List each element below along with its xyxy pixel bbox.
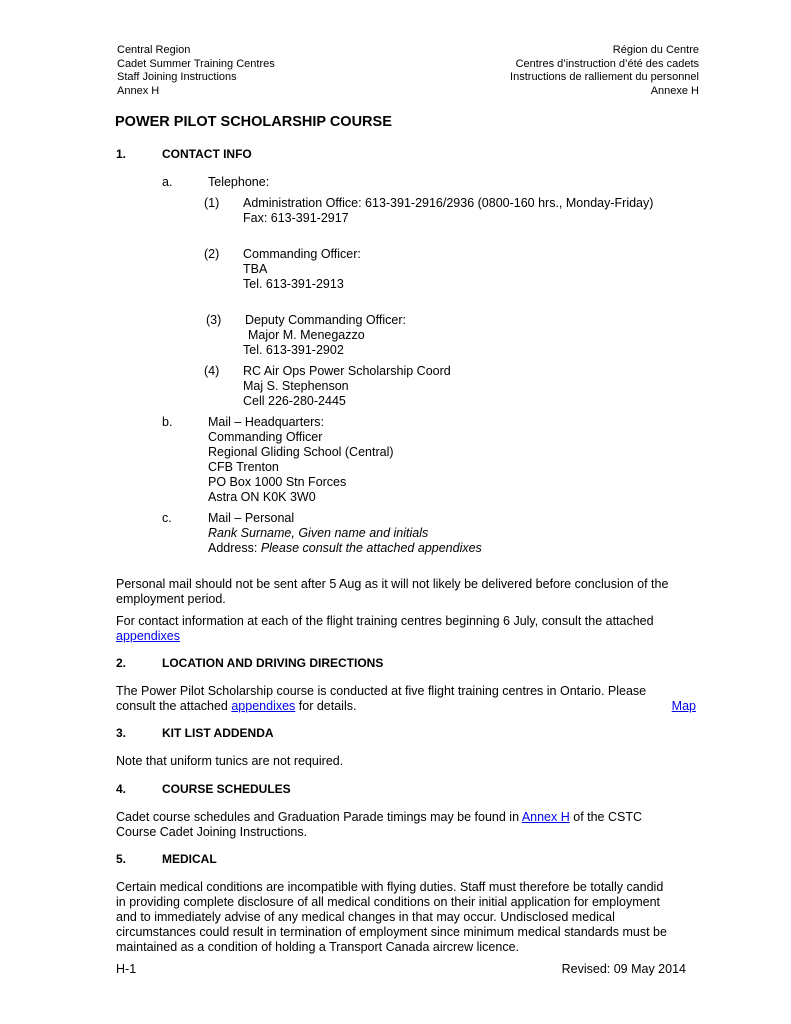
paragraph-line: For contact information at each of the flight training centres beginning 6 July, consult the attached	[116, 614, 654, 628]
paragraph-line: in providing complete disclosure of all medical conditions on their initial application for employment	[116, 895, 661, 909]
header-right	[510, 44, 699, 98]
section-heading-course-schedules: COURSE SCHEDULES	[162, 782, 291, 796]
paragraph-line: Personal mail should not be sent after 5 Aug as it will not likely be delivered before conclusion of the	[116, 577, 669, 591]
telephone-heading: Telephone:	[208, 175, 270, 189]
page-number: H-1	[116, 962, 137, 976]
medical-paragraph	[116, 880, 696, 955]
phone-item-number: (2)	[204, 247, 220, 261]
page-title: POWER PILOT SCHOLARSHIP COURSE	[115, 114, 392, 130]
mail-personal-format: Rank Surname, Given name and initials	[208, 526, 429, 540]
contact-info-note	[116, 614, 696, 644]
address-line: Commanding Officer	[208, 430, 323, 444]
mail-headquarters-address	[208, 415, 394, 505]
phone-item-line: Tel. 613-391-2902	[243, 343, 344, 357]
header-left	[117, 44, 275, 98]
text-fragment: Cadet course schedules and Graduation Parade timings may be found in	[116, 810, 522, 824]
phone-item-line: TBA	[243, 262, 268, 276]
item-label-a: a.	[162, 175, 173, 189]
section-number: 3.	[116, 726, 127, 740]
section-heading-location: LOCATION AND DRIVING DIRECTIONS	[162, 656, 384, 670]
phone-item-air-ops-coord	[243, 364, 451, 409]
header-right-line: Région du Centre	[612, 44, 699, 56]
annex-h-link[interactable]: Annex H	[521, 810, 570, 824]
appendixes-link[interactable]: appendixes	[231, 699, 296, 713]
paragraph-line: The Power Pilot Scholarship course is conducted at five flight training centres in Ontario. Please	[116, 684, 647, 698]
text-fragment: consult the attached	[116, 699, 232, 713]
header-left-line: Staff Joining Instructions	[117, 71, 237, 84]
personal-mail-note	[116, 577, 696, 607]
paragraph-line: employment period.	[116, 592, 226, 606]
paragraph-line: Certain medical conditions are incompatible with flying duties. Staff must therefore be totally candid	[116, 880, 664, 894]
kit-note: Note that uniform tunics are not required.	[116, 754, 344, 768]
paragraph-line: Course Cadet Joining Instructions.	[116, 825, 308, 839]
map-link[interactable]: Map	[671, 699, 696, 713]
paragraph-line	[116, 699, 696, 714]
address-line: Mail – Headquarters:	[208, 415, 325, 429]
phone-item-line: Maj S. Stephenson	[243, 379, 349, 393]
phone-item-deputy-commanding-officer	[243, 313, 406, 358]
phone-item-line: RC Air Ops Power Scholarship Coord	[243, 364, 451, 378]
text-fragment: of the CSTC	[569, 810, 643, 824]
phone-item-line: Major M. Menegazzo	[248, 328, 365, 342]
phone-item-number: (4)	[204, 364, 220, 378]
item-label-b: b.	[162, 415, 173, 429]
appendixes-link[interactable]: appendixes	[116, 629, 180, 643]
header-right-line: Centres d’instruction d’été des cadets	[515, 57, 699, 70]
phone-item-commanding-officer	[243, 247, 361, 292]
phone-item-number: (1)	[204, 196, 220, 210]
phone-item-line: Commanding Officer:	[243, 247, 361, 261]
paragraph-line: circumstances could result in termination of employment since minimum medical standards must be	[116, 925, 667, 939]
phone-item-line: Cell 226-280-2445	[243, 394, 346, 408]
header-left-line: Annex H	[117, 84, 160, 97]
text-fragment: for details.	[295, 699, 357, 713]
phone-item-number: (3)	[206, 313, 222, 327]
address-line: PO Box 1000 Stn Forces	[208, 475, 347, 489]
phone-item-line: Administration Office: 613-391-2916/2936 (0800-160 hrs., Monday-Friday)	[243, 196, 654, 210]
phone-item-admin-office	[243, 196, 653, 226]
address-prefix: Address:	[208, 541, 261, 555]
section-number: 2.	[116, 656, 127, 670]
address-line: Astra ON K0K 3W0	[208, 490, 316, 504]
paragraph-line: and to immediately advise of any medical changes in that may occur. Undisclosed medical	[116, 910, 615, 924]
header-right-line: Annexe H	[650, 84, 699, 97]
revision-date: Revised: 09 May 2014	[561, 962, 686, 976]
address-line: Regional Gliding School (Central)	[208, 445, 394, 459]
section-heading-contact-info: CONTACT INFO	[162, 147, 252, 161]
section-heading-medical: MEDICAL	[162, 852, 217, 866]
header-left-line: Cadet Summer Training Centres	[117, 57, 275, 70]
header-left-line: Central Region	[117, 44, 191, 56]
phone-item-line: Tel. 613-391-2913	[243, 277, 344, 291]
section-number: 5.	[116, 852, 127, 866]
location-paragraph	[116, 684, 696, 714]
section-heading-kit-list: KIT LIST ADDENDA	[162, 726, 274, 740]
address-instruction: Please consult the attached appendixes	[260, 541, 482, 555]
section-number: 4.	[116, 782, 127, 796]
item-label-c: c.	[162, 511, 172, 525]
mail-personal-heading: Mail – Personal	[208, 511, 295, 525]
section-number: 1.	[116, 147, 127, 161]
schedule-paragraph	[116, 810, 696, 840]
mail-personal	[208, 511, 482, 556]
paragraph-line: maintained as a condition of holding a Transport Canada aircrew licence.	[116, 940, 520, 954]
phone-item-line: Deputy Commanding Officer:	[245, 313, 406, 327]
paragraph-line	[116, 810, 696, 825]
phone-item-line: Fax: 613-391-2917	[243, 211, 349, 225]
header-right-line: Instructions de ralliement du personnel	[510, 71, 699, 84]
mail-personal-address	[208, 541, 482, 556]
address-line: CFB Trenton	[208, 460, 279, 474]
